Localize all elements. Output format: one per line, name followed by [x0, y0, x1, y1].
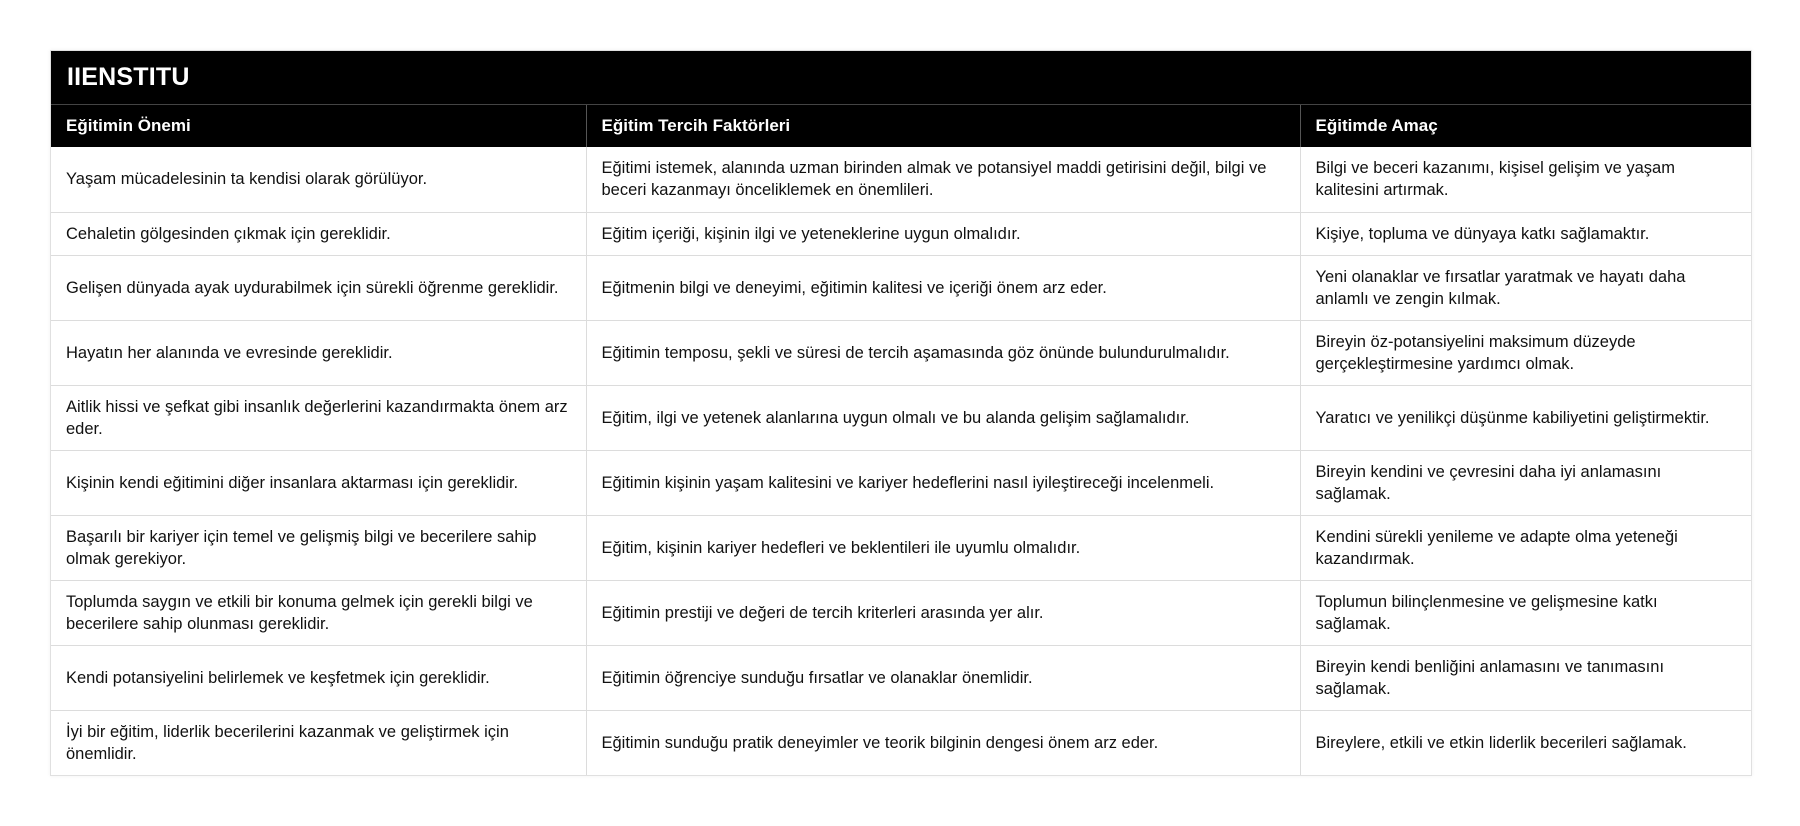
data-table — [51, 105, 1751, 775]
table-cell: Eğitimin öğrenciye sunduğu fırsatlar ve olanaklar önemlidir. — [586, 645, 1300, 710]
table-row — [51, 212, 1751, 255]
table-cell: Başarılı bir kariyer için temel ve gelişmiş bilgi ve becerilere sahip olmak gerekiyor. — [51, 515, 586, 580]
table-cell: Bireyin kendini ve çevresini daha iyi anlamasını sağlamak. — [1300, 450, 1751, 515]
table-cell: Bireylere, etkili ve etkin liderlik becerileri sağlamak. — [1315, 733, 1687, 752]
table-cell: Bireyin öz-potansiyelini maksimum düzeyde gerçekleştirmesine yardımcı olmak. — [1300, 320, 1751, 385]
table-cell: Yeni olanaklar ve fırsatlar yaratmak ve hayatı daha anlamlı ve zengin kılmak. — [1300, 255, 1751, 320]
table-row — [51, 385, 1751, 450]
table-cell: Kendi potansiyelini belirlemek ve keşfetmek için gereklidir. — [51, 645, 586, 710]
table-row — [51, 255, 1751, 320]
table-cell: Eğitim, ilgi ve yetenek alanlarına uygun olmalı ve bu alanda gelişim sağlamalıdır. — [586, 385, 1300, 450]
table-header — [51, 105, 1751, 147]
table-body — [51, 147, 1751, 775]
table-title: IIENSTITU — [51, 51, 1751, 105]
table-cell: Bilgi ve beceri kazanımı, kişisel gelişim ve yaşam kalitesini artırmak. — [1300, 147, 1751, 212]
table-row — [51, 645, 1751, 710]
table-row — [51, 515, 1751, 580]
table-cell: Gelişen dünyada ayak uydurabilmek için sürekli öğrenme gereklidir. — [51, 255, 586, 320]
table-cell: Eğitimin prestiji ve değeri de tercih kriterleri arasında yer alır. — [586, 580, 1300, 645]
table-cell: Bireyin kendi benliğini anlamasını ve tanımasını sağlamak. — [1300, 645, 1751, 710]
table-row — [51, 580, 1751, 645]
table-row — [51, 710, 1751, 775]
table-cell: Kendini sürekli yenileme ve adapte olma yeteneği kazandırmak. — [1300, 515, 1751, 580]
table-cell: Yaratıcı ve yenilikçi düşünme kabiliyetini geliştirmektir. — [1300, 385, 1751, 450]
table-row — [51, 147, 1751, 212]
column-header-purpose: Eğitimde Amaç — [1300, 105, 1751, 147]
table-cell: Eğitim, kişinin kariyer hedefleri ve beklentileri ile uyumlu olmalıdır. — [586, 515, 1300, 580]
table-cell: Eğitmenin bilgi ve deneyimi, eğitimin kalitesi ve içeriği önem arz eder. — [586, 255, 1300, 320]
table-cell: Eğitimin kişinin yaşam kalitesini ve kariyer hedeflerini nasıl iyileştireceği incelenmeli. — [586, 450, 1300, 515]
header-row — [51, 105, 1751, 147]
table-cell: Hayatın her alanında ve evresinde gereklidir. — [51, 320, 586, 385]
table-cell: Cehaletin gölgesinden çıkmak için gereklidir. — [51, 212, 586, 255]
table-cell: Yaşam mücadelesinin ta kendisi olarak görülüyor. — [51, 147, 586, 212]
column-header-importance: Eğitimin Önemi — [51, 105, 586, 147]
table-cell: Eğitimin temposu, şekli ve süresi de tercih aşamasında göz önünde bulundurulmalıdır. — [586, 320, 1300, 385]
table-row — [51, 320, 1751, 385]
column-header-preference-factors: Eğitim Tercih Faktörleri — [586, 105, 1300, 147]
table-cell: İyi bir eğitim, liderlik becerilerini kazanmak ve geliştirmek için önemlidir. — [51, 710, 586, 775]
table-cell: Aitlik hissi ve şefkat gibi insanlık değerlerini kazandırmakta önem arz eder. — [51, 385, 586, 450]
table-cell: Toplumun bilinçlenmesine ve gelişmesine katkı sağlamak. — [1300, 580, 1751, 645]
table-cell: Eğitim içeriği, kişinin ilgi ve yeteneklerine uygun olmalıdır. — [586, 212, 1300, 255]
table-container — [50, 50, 1752, 776]
table-cell: Kişiye, topluma ve dünyaya katkı sağlamaktır. — [1300, 212, 1751, 255]
table-cell: Eğitimi istemek, alanında uzman birinden almak ve potansiyel maddi getirisini değil, bilgi ve beceri kazanmayı önceliklemek en önemlileri. — [586, 147, 1300, 212]
table-cell: Toplumda saygın ve etkili bir konuma gelmek için gerekli bilgi ve becerilere sahip olunması gereklidir. — [51, 580, 586, 645]
table-row — [51, 450, 1751, 515]
table-cell: Kişinin kendi eğitimini diğer insanlara aktarması için gereklidir. — [51, 450, 586, 515]
table-cell: Eğitimin sunduğu pratik deneyimler ve teorik bilginin dengesi önem arz eder. — [586, 710, 1300, 775]
